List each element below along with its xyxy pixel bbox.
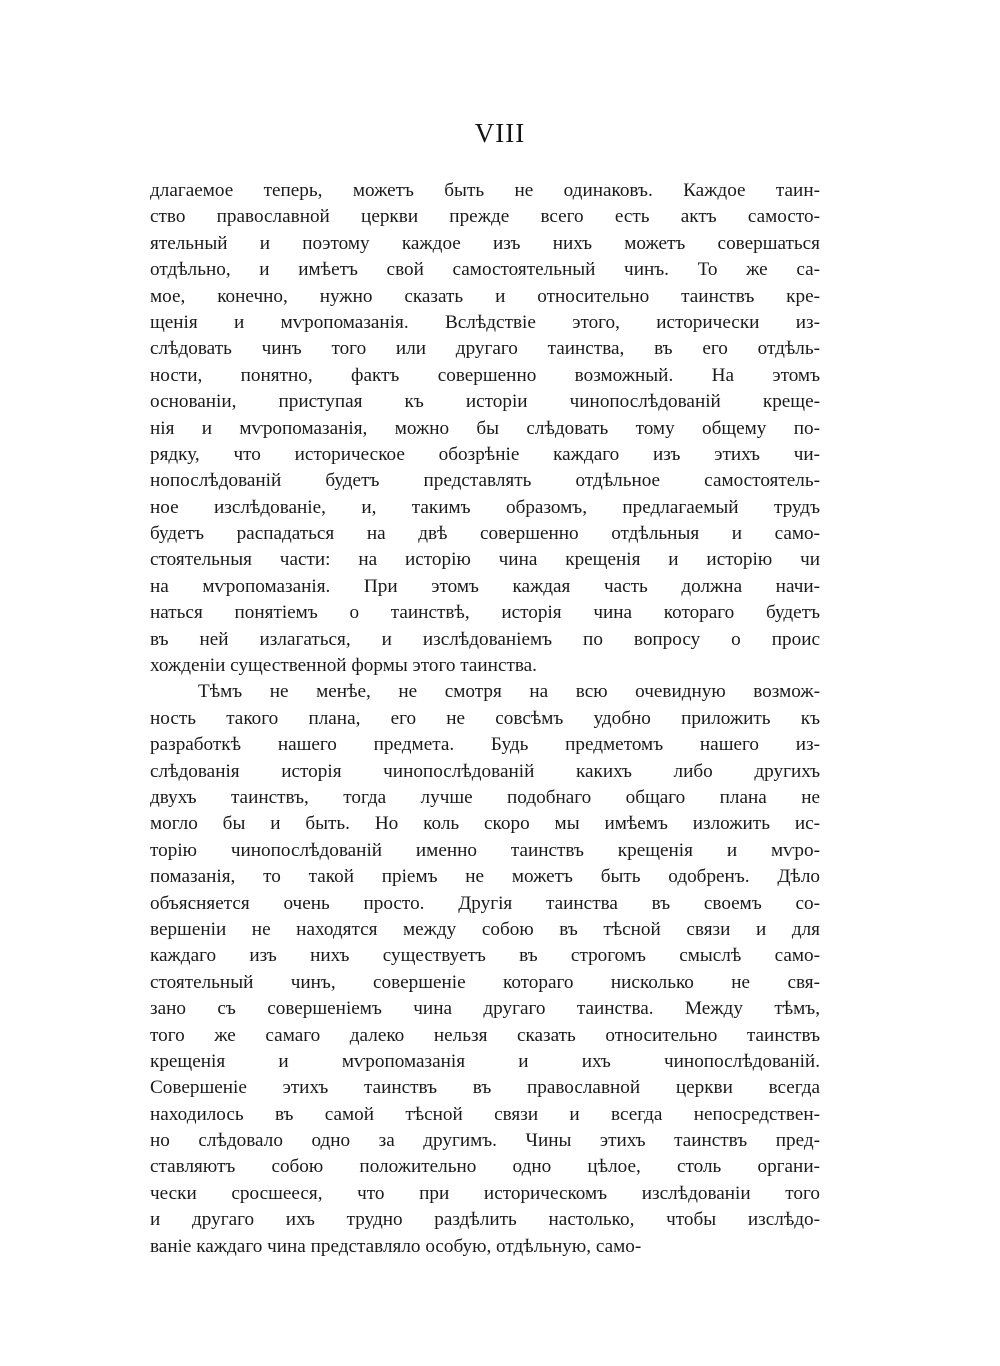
text-line: но слѣдовало одно за другимъ. Чины этихъ таинствъ пред- bbox=[150, 1130, 820, 1152]
text-line: хожденіи существенной формы этого таинства. bbox=[150, 655, 537, 677]
text-line: на мѵропомазанія. При этомъ каждая часть должна начи- bbox=[150, 575, 820, 597]
text-line: каждаго изъ нихъ существуетъ въ строгомъ смыслѣ само- bbox=[150, 945, 820, 967]
text-line: вершеніи не находятся между собою въ тѣсной связи и для bbox=[150, 918, 820, 940]
page-number: VIII bbox=[474, 118, 526, 148]
text-line: могло бы и быть. Но коль скоро мы имѣемъ изложить ис- bbox=[150, 813, 820, 835]
text-line: слѣдовать чинъ того или другаго таинства, въ его отдѣль- bbox=[150, 338, 820, 360]
text-line: находилось въ самой тѣсной связи и всегда непосредствен- bbox=[150, 1103, 820, 1125]
text-line: торію чинопослѣдованій именно таинствъ крещенія и мѵро- bbox=[150, 839, 820, 861]
text-line: наться понятіемъ о таинствѣ, исторія чина котораго будетъ bbox=[150, 602, 820, 624]
body-text bbox=[150, 178, 820, 1260]
text-line: отдѣльно, и имѣетъ свой самостоятельный чинъ. То же са- bbox=[150, 259, 820, 281]
text-line: разработкѣ нашего предмета. Будь предметомъ нашего из- bbox=[150, 734, 820, 756]
text-line: ное изслѣдованіе, и, такимъ образомъ, предлагаемый трудъ bbox=[150, 496, 820, 518]
text-line: ность такого плана, его не совсѣмъ удобно приложить къ bbox=[150, 707, 820, 729]
text-line: ваніе каждаго чина представляло особую, отдѣльную, само- bbox=[150, 1235, 642, 1257]
text-line: длагаемое теперь, можетъ быть не одинаковъ. Каждое таин- bbox=[150, 180, 820, 201]
text-line: двухъ таинствъ, тогда лучше подобнаго общаго плана не bbox=[150, 786, 820, 808]
text-line: основаніи, приступая къ исторіи чинопослѣдованій креще- bbox=[150, 391, 820, 413]
text-line: въ ней излагаться, и изслѣдованіемъ по вопросу о проис bbox=[150, 628, 820, 650]
text-line: Совершеніе этихъ таинствъ въ православной церкви всегда bbox=[150, 1077, 820, 1099]
text-line: того же самаго далеко нельзя сказать относительно таинствъ bbox=[150, 1024, 820, 1046]
text-line: зано съ совершеніемъ чина другаго таинства. Между тѣмъ, bbox=[150, 998, 820, 1020]
text-line: рядку, что историческое обозрѣніе каждаго изъ этихъ чи- bbox=[150, 443, 820, 465]
paragraph bbox=[150, 178, 820, 679]
text-line: крещенія и мѵропомазанія и ихъ чинопослѣдованій. bbox=[150, 1050, 820, 1072]
text-line: нопослѣдованій будетъ представлять отдѣльное самостоятель- bbox=[150, 470, 820, 492]
text-line: объясняется очень просто. Другія таинства въ своемъ со- bbox=[150, 892, 820, 914]
text-line: щенія и мѵропомазанія. Вслѣдствіе этого, исторически из- bbox=[150, 311, 820, 333]
text-line: мое, конечно, нужно сказать и относительно таинствъ кре- bbox=[150, 285, 820, 307]
text-line: Тѣмъ не менѣе, не смотря на всю очевидную возмож- bbox=[198, 681, 820, 703]
text-line: ятельный и поэтому каждое изъ нихъ можетъ совершаться bbox=[150, 232, 820, 254]
text-line: ставляютъ собою положительно одно цѣлое, столь органи- bbox=[150, 1156, 820, 1178]
text-line: и другаго ихъ трудно раздѣлить настолько, чтобы изслѣдо- bbox=[150, 1209, 820, 1231]
paragraph bbox=[150, 679, 820, 1260]
text-line: нія и мѵропомазанія, можно бы слѣдовать тому общему по- bbox=[150, 417, 820, 439]
text-line: будетъ распадаться на двѣ совершенно отдѣльныя и само- bbox=[150, 523, 820, 545]
text-line: помазанія, то такой пріемъ не можетъ быть одобренъ. Дѣло bbox=[150, 866, 820, 888]
text-line: слѣдованія исторія чинопослѣдованій какихъ либо другихъ bbox=[150, 760, 820, 782]
text-line: стоятельныя части: на исторію чина крещенія и исторію чи bbox=[150, 549, 820, 571]
text-line: стоятельный чинъ, совершеніе котораго нисколько не свя- bbox=[150, 971, 820, 993]
text-line: ности, понятно, фактъ совершенно возможный. На этомъ bbox=[150, 364, 820, 386]
text-line: чески сросшееся, что при историческомъ изслѣдованіи того bbox=[150, 1182, 820, 1204]
text-line: ство православной церкви прежде всего есть актъ самосто- bbox=[150, 206, 820, 228]
